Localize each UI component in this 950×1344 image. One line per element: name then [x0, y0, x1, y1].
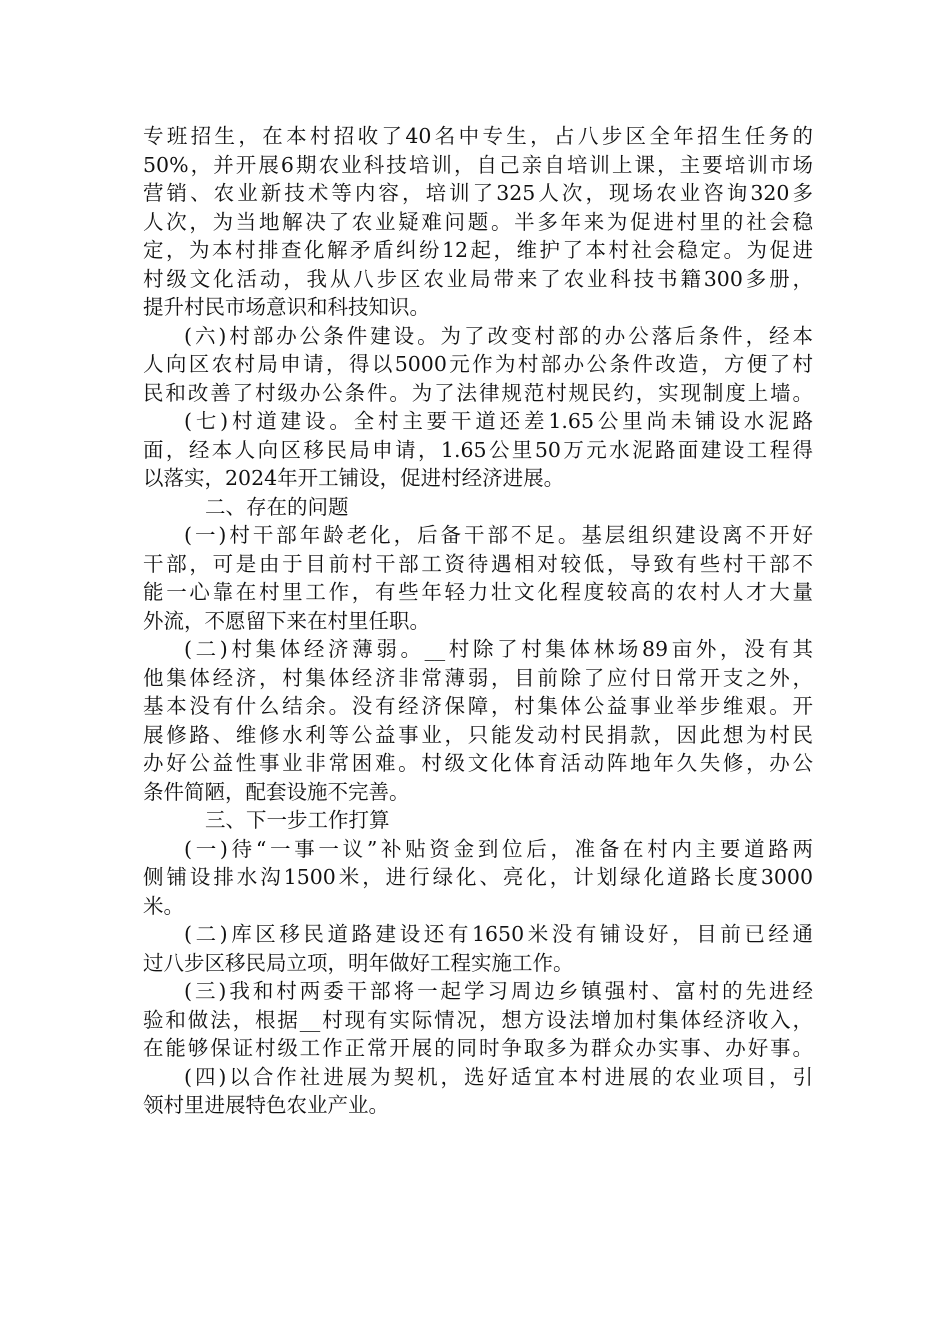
paragraph-line: 营销、农业新技术等内容，培训了325人次，现场农业咨询320多 — [143, 181, 813, 205]
paragraph-line: 以落实，2024年开工铺设，促进村经济进展。 — [143, 466, 565, 490]
paragraph-line: (二)库区移民道路建设还有1650米没有铺设好，目前已经通 — [184, 922, 813, 946]
paragraph-line: 专班招生，在本村招收了40名中专生，占八步区全年招生任务的 — [143, 124, 813, 148]
section-heading: 三、下一步工作打算 — [205, 808, 390, 832]
paragraph-line: 50%，并开展6期农业科技培训，自己亲自培训上课，主要培训市场 — [143, 152, 813, 177]
paragraph-line: 外流，不愿留下来在村里任职。 — [143, 608, 430, 633]
paragraph-line: (三)我和村两委干部将一起学习周边乡镇强村、富村的先进经 — [184, 979, 813, 1003]
paragraph-line: 能一心靠在村里工作，有些年轻力壮文化程度较高的农村人才大量 — [143, 580, 813, 604]
paragraph-line: 民和改善了村级办公条件。为了法律规范村规民约，实现制度上墙。 — [143, 380, 813, 405]
paragraph-line: 定，为本村排查化解矛盾纠纷12起，维护了本村社会稳定。为促进 — [143, 238, 813, 262]
section-heading: 二、存在的问题 — [205, 494, 349, 519]
paragraph-line: 在能够保证村级工作正常开展的同时争取多为群众办实事、办好事。 — [143, 1036, 813, 1060]
paragraph-line: 基本没有什么结余。没有经济保障，村集体公益事业举步维艰。开 — [143, 694, 813, 718]
paragraph-line: (一)村干部年龄老化，后备干部不足。基层组织建设离不开好 — [184, 523, 813, 547]
document-page — [143, 122, 813, 1120]
paragraph-line: 展修路、维修水利等公益事业，只能发动村民捐款，因此想为村民 — [143, 722, 813, 747]
paragraph-line: 侧铺设排水沟1500米，进行绿化、亮化，计划绿化道路长度3000 — [143, 865, 813, 889]
paragraph-line: 村级文化活动，我从八步区农业局带来了农业科技书籍300多册， — [143, 266, 813, 291]
paragraph-line: (四)以合作社进展为契机，选好适宜本村进展的农业项目，引 — [184, 1064, 813, 1089]
paragraph-line: 提升村民市场意识和科技知识。 — [143, 295, 430, 319]
paragraph-line: (六)村部办公条件建设。为了改变村部的办公落后条件，经本 — [184, 323, 813, 348]
paragraph-line: 米。 — [143, 893, 184, 918]
paragraph-line: 干部，可是由于目前村干部工资待遇相对较低，导致有些村干部不 — [143, 551, 813, 576]
paragraph-line: 办好公益性事业非常困难。村级文化体育活动阵地年久失修，办公 — [143, 751, 813, 775]
paragraph-line: (一)待“一事一议”补贴资金到位后，准备在村内主要道路两 — [184, 836, 813, 861]
paragraph-line: 条件简陋，配套设施不完善。 — [143, 779, 410, 804]
paragraph-line: 他集体经济，村集体经济非常薄弱，目前除了应付日常开支之外， — [143, 665, 813, 690]
paragraph-line: (二)村集体经济薄弱。__村除了村集体林场89亩外，没有其 — [184, 637, 813, 661]
paragraph-line: 人次，为当地解决了农业疑难问题。半多年来为促进村里的社会稳 — [143, 209, 813, 234]
paragraph-line: 领村里进展特色农业产业。 — [143, 1093, 389, 1117]
paragraph-line: (七)村道建设。全村主要干道还差1.65公里尚未铺设水泥路 — [184, 409, 813, 433]
paragraph-line: 过八步区移民局立项，明年做好工程实施工作。 — [143, 950, 574, 975]
paragraph-line: 人向区农村局申请，得以5000元作为村部办公条件改造，方便了村 — [143, 352, 813, 376]
paragraph-line: 验和做法，根据__村现有实际情况，想方设法增加村集体经济收入， — [143, 1007, 813, 1032]
paragraph-line: 面，经本人向区移民局申请，1.65公里50万元水泥路面建设工程得 — [143, 437, 813, 462]
